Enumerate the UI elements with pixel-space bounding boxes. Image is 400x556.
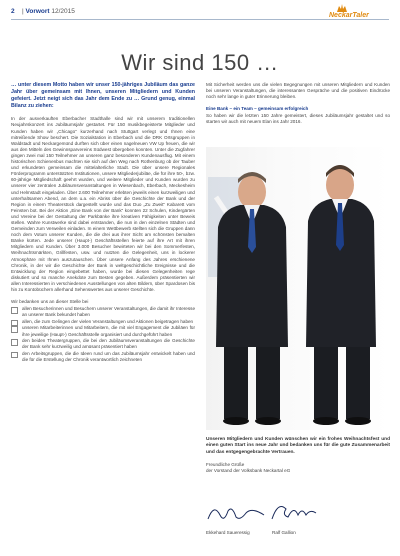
subheading-text: So haben wir die letzten 150 Jahre gemeistert, dieses Jubiläumsjahr gestaltet und so starten wir auch mit neuem Elan ins Jahr 2016.: [206, 113, 390, 125]
right-intro: Mit Sicherheit werden uns die vielen Begegnungen mit unseren Mitgliedern und Kunden bei unseren Veranstaltungen, die interessanten Gespräche und die positiven Eindrücke noch sehr lange in guter Erinnerung bleiben.: [206, 82, 390, 100]
logo-text: NeckarTaler: [329, 12, 369, 19]
page-number: 2: [11, 8, 15, 15]
list-item: den Arbeitsgruppen, die die Ideen rund um das Jubiläumsjahr entwickelt haben und die für die Erstellung der Chronik verantwortlich zeichneten: [11, 351, 195, 363]
signoff: der Vorstand der Volksbank Neckartal eG: [206, 467, 291, 473]
signature-saueressig-icon: [206, 501, 266, 527]
closing-text: Unseren Mitgliedern und Kunden wünschen wir ein frohes Weihnachtsfest und einen guten Start ins neue Jahr und bedanken uns für die gute Zusammenarbeit und das entgegengebrachte Vertrauen.: [206, 437, 390, 455]
article-lead: … unter diesem Motto haben wir unser 150-jähriges Jubiläum das ganze Jahr über gemeinsam mit Ihnen, unseren Mitgliedern und Kunden gefeiert. Jetzt neigt sich das Jahr dem Ende zu … Grund genug, einmal Bilanz zu ziehen:: [11, 82, 195, 110]
thanks-intro: Wir bedanken uns an dieser Stelle bei: [11, 299, 89, 305]
board-photo: [206, 147, 390, 430]
two-men-figure: [206, 147, 390, 430]
section-label: | Vorwort 12/2015: [22, 8, 75, 15]
signer-name-2: Ralf Gallion: [272, 530, 296, 535]
article-title: Wir sind 150 …: [121, 50, 279, 75]
signer-name-1: Ekkehard Saueressig: [206, 530, 250, 535]
list-item: allen Besucherinnen und Besuchern unserer Veranstaltungen, die damit ihr Interesse an unserer Bank bekundet haben: [11, 306, 195, 318]
logo-crest-icon: [337, 4, 347, 12]
neckartaler-logo: [329, 4, 389, 20]
issue-date: 12/2015: [51, 8, 75, 15]
greeting: Freundliche Grüße: [206, 461, 245, 467]
signatures: [206, 497, 390, 547]
checkbox-icon: [11, 307, 18, 314]
section-name: Vorwort: [25, 8, 50, 15]
list-item: den beiden Theatergruppen, die bei den Jubiläumsveranstaltungen die Geschichte der Bank sehr kurzweilig und amüsant präsentiert haben: [11, 338, 195, 350]
signature-gallion-icon: [268, 499, 318, 525]
thanks-list: [11, 306, 195, 363]
subheading: Eine Bank – ein Team – gemeinsam erfolgreich: [206, 106, 309, 112]
header-rule: [11, 19, 389, 20]
checkbox-icon: [11, 352, 18, 359]
list-item: unseren Mitarbeiterinnen und Mitarbeitern, die mit viel Engagement die Jubiläen für ihre jeweilige (Haupt-) Geschäftsstelle organisiert und durchgeführt haben: [11, 325, 195, 337]
page-header: [0, 0, 400, 24]
list-item: allen, die zum Gelingen der vielen Veranstaltungen und Aktionen beigetragen haben: [11, 319, 195, 325]
closing-block: [206, 437, 390, 474]
article-body: In der ausverkauften Eberbacher Stadthalle sind wir mit unserem traditionellen Neujahrskonzert ins Jubiläumsjahr gestartet. Für 150 musikbegeisterte Mitglieder und Kunden haben wir „Chicago“ kurzerhand nach Stuttgart verlegt und Ihnen eine mitreißende Show beschert. Die Sozialstation in Eberbach und die DRK Ortsgruppen in Waldstadt und Neckargemünd durften sich über einen nagelneuen VW Up freuen, die wir aus den Mitteln des Gewinnsparvereins Südwest übergeben konnten. Unter die Zugfahrer gingen zwei mal 150 Teilnehmer an unseren ganz besonderen Kundenausflug. Mit einem historischen Schienenbus machten sie sich auf den Weg nach Rothenburg ob der Tauber und erkundeten gemeinsam die mittelalterliche Stadt. Die über unsere Regionales Förderprogramm unterstützten Institutionen, unsere Mitgliederjubiläe, die für ihre 50-, bzw. 60-jährige Mitgliedschaft geehrt wurden, und weitere Mitglieder und Kunden wurden zu unserer vier zentralen Jubiläumsveranstaltungen in Wiesenbach, Eberbach, Meckesheim und Helmstadt eingeladen. Über 2.600 Teilnehmer erlebten jeweils einen kurzweiligen und unterhaltsamen Abend, an dem u.a. ein Abriss über die Geschichte der Bank und der Region in einem Theaterstück dargestellt wurde und das Duo „Zu Zweit“ Kabarett vom Feinsten bot. Bei der Aktion „Eine Bank von der Bank“ konnten 22 Schulen, Kindergärten und Vereine bei der Gestaltung der Parkbänke ihre kreativen Fähigkeiten unter Beweis stellen. Wahre Kunstwerke sind dabei entstanden, die nun in den einzelnen Städten und Gemeinden zum Verweilen einladen. In einem Wettbewerb stellten sich die Gruppen dann noch dem Votum unserer Kunden, die die drei aus ihrer Sicht am schönsten bemalten Bänke kürten. Jede unserer (Haupt-) Geschäftsstellen feierte auf ihre Art mit ihren Mitgliedern und Kunden. Über 3.000 Besucher bewirteten wir bei den Sommerfesten, Weihnachtsmärkten, Grillfesten, usw. und nutzten die Gelegenheit, uns in lockerer Atmosphäre mit Ihnen auszutauschen. Über unsere Anfang des Jahres erschienene Chronik, in der wir die Geschichte der Bank in weltgeschichtliche Ereignisse und die Entwicklung der Region eingebettet haben, wurde bei diesen Gelegenheiten rege diskutiert und so manche Anekdote zum Besten gegeben. Außerdem präsentierten wir allen Interessierten in verschiedenen Ausstellungen von alten Bildern, über Spardosen bis hin zu Kontobüchern allerhand Sehenswertes aus unserer Geschichte.: [11, 116, 195, 292]
checkbox-icon: [11, 326, 18, 333]
checkbox-icon: [11, 339, 18, 346]
left-column: [11, 82, 195, 364]
right-column: [206, 82, 390, 132]
